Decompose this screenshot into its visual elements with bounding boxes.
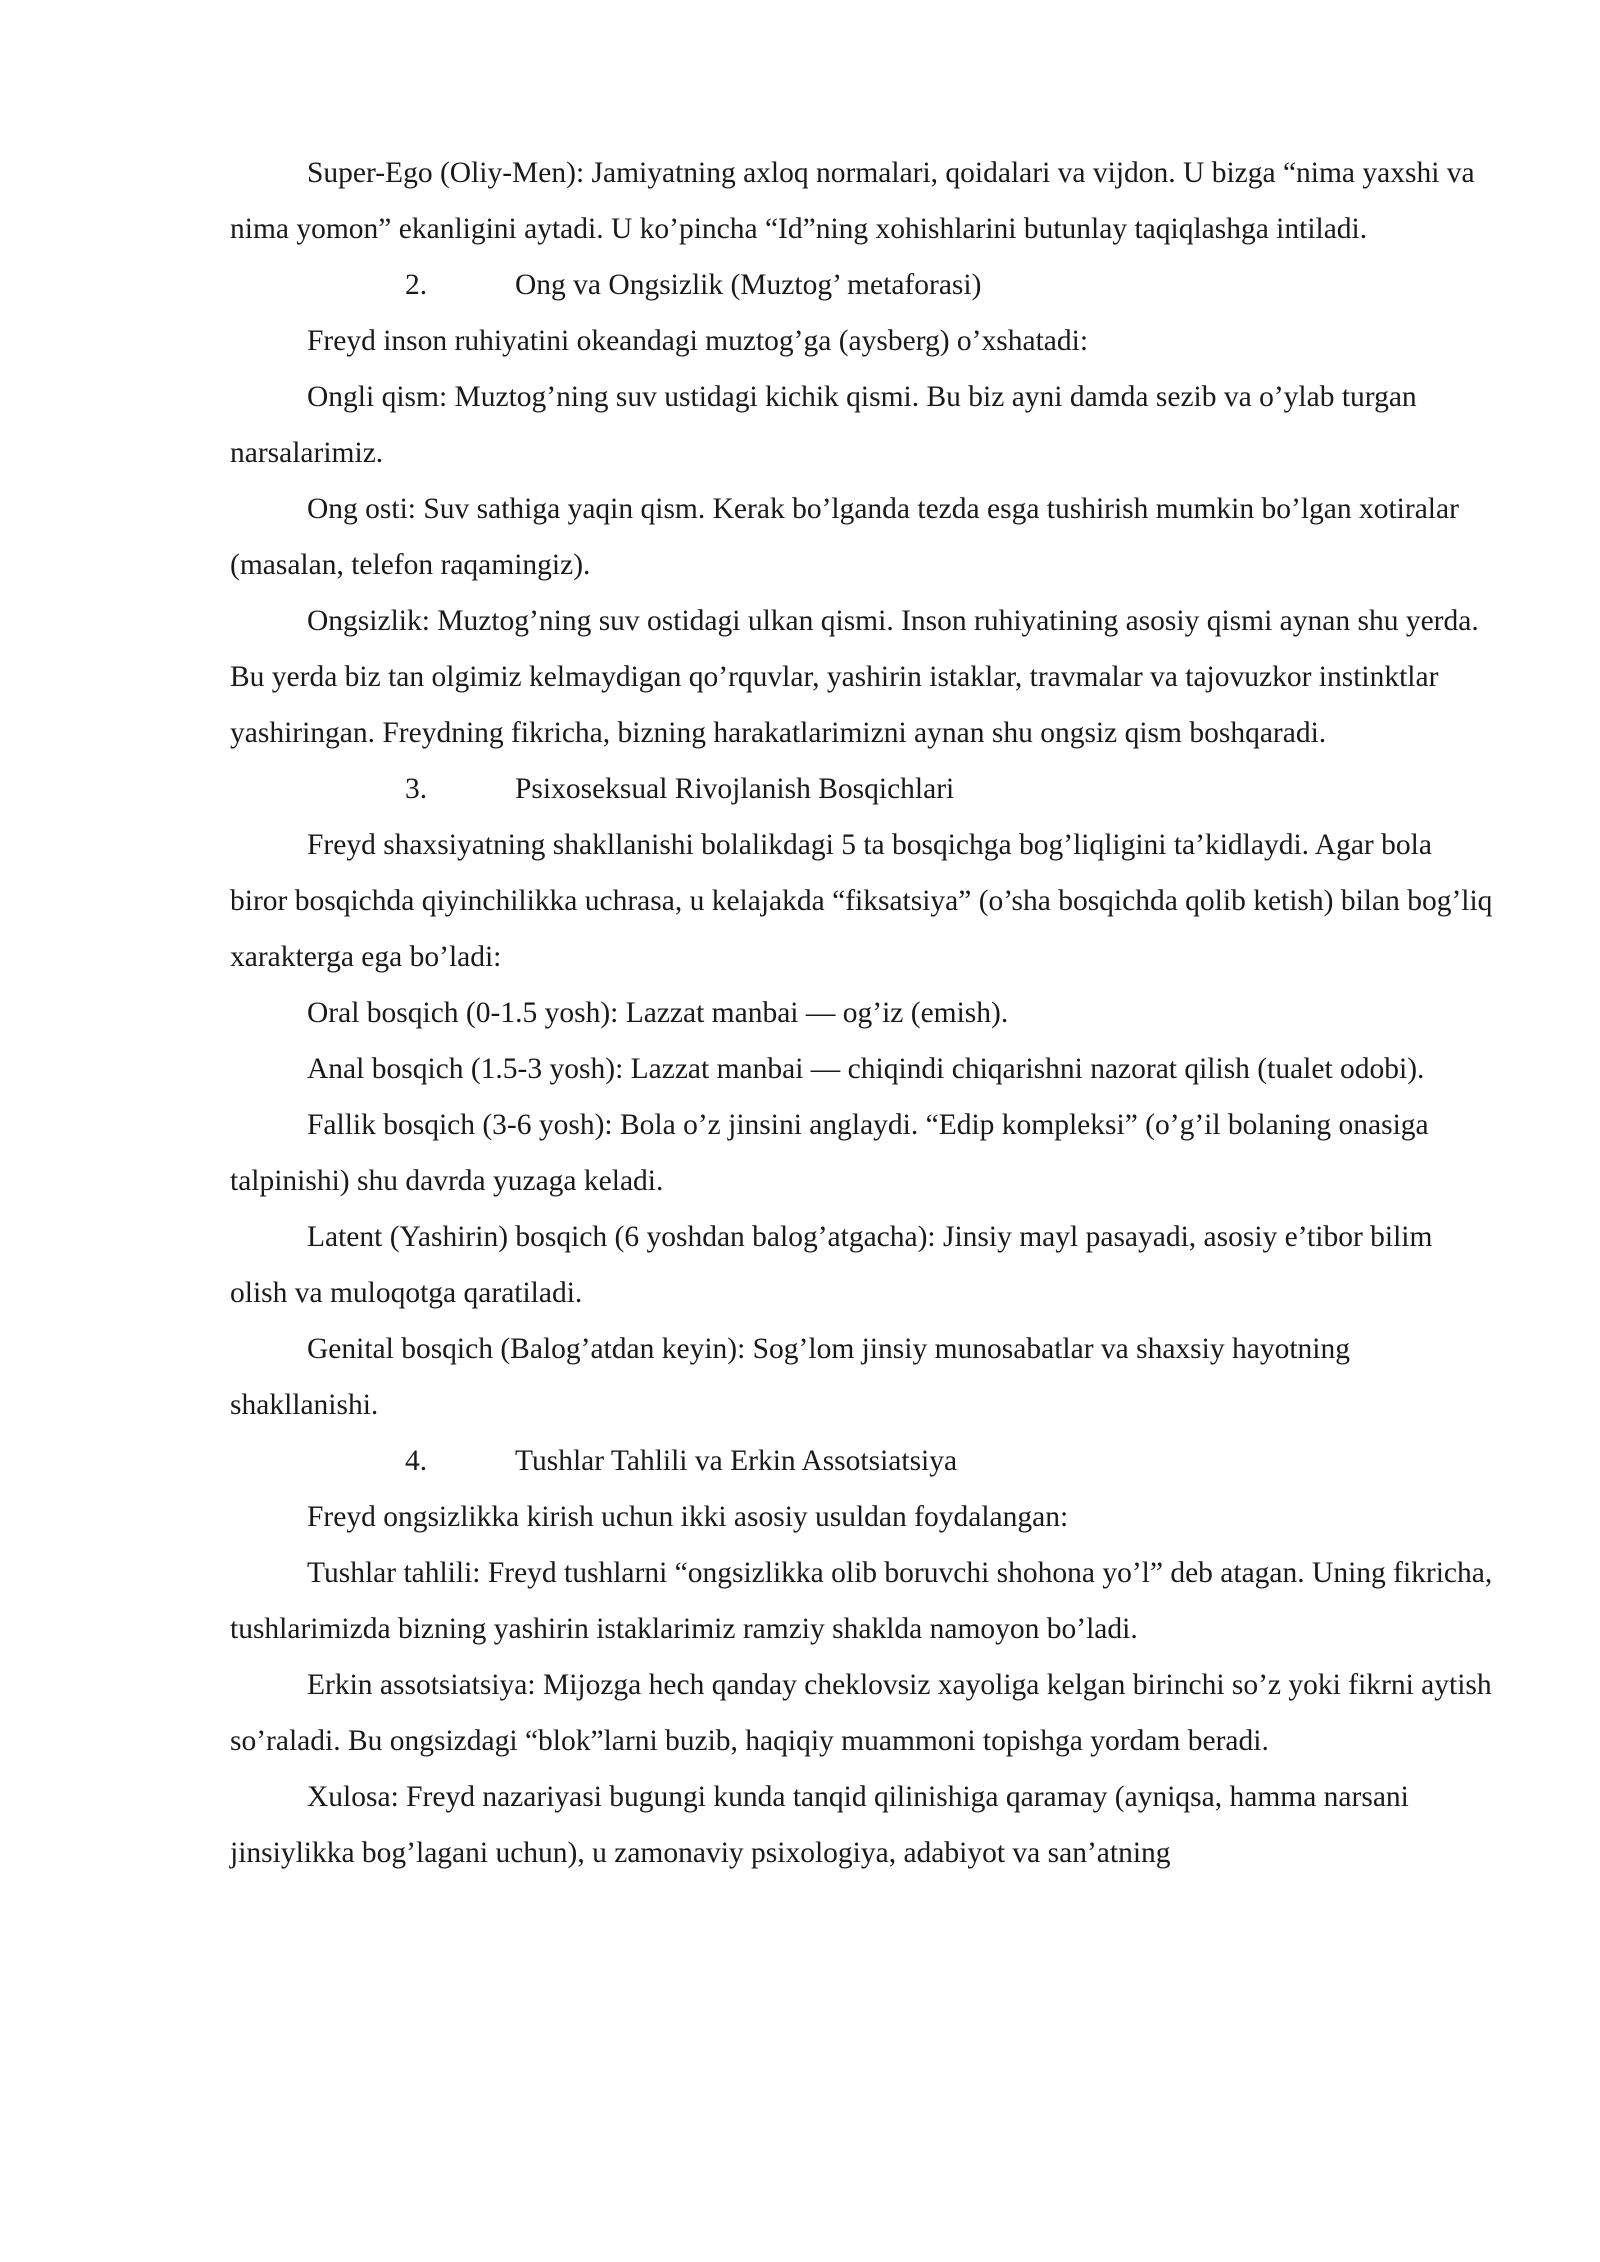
paragraph: Freyd shaxsiyatning shakllanishi bolalikdagi 5 ta bosqichga bog’liqligini ta’kidlaydi. Agar bola biror bosqichda qiyinchilikka uchrasa, u kelajakda “fiksatsiya” (o’sha bosqichda qolib ketish) bilan bog’liq xarakterga ega bo’ladi: — [230, 829, 1493, 973]
section-heading-2 — [230, 257, 1495, 313]
document-body — [230, 145, 1495, 1881]
paragraph: Freyd inson ruhiyatini okeandagi muztog’ga (aysberg) o’xshatadi: — [307, 325, 1089, 357]
section-title: Tushlar Tahlili va Erkin Assotsiatsiya — [515, 1445, 958, 1477]
paragraph: Anal bosqich (1.5-3 yosh): Lazzat manbai — chiqindi chiqarishni nazorat qilish (tualet odobi). — [307, 1053, 1425, 1085]
paragraph: Tushlar tahlili: Freyd tushlarni “ongsizlikka olib boruvchi shohona yo’l” deb atagan. Uning fikricha, tushlarimizda bizning yashirin istaklarimiz ramziy shaklda namoyon bo’ladi. — [230, 1557, 1493, 1645]
section-number: 4. — [405, 1445, 428, 1477]
paragraph: Latent (Yashirin) bosqich (6 yoshdan balog’atgacha): Jinsiy mayl pasayadi, asosiy e’tibor bilim olish va muloqotga qaratiladi. — [230, 1221, 1433, 1309]
section-title: Psixoseksual Rivojlanish Bosqichlari — [515, 773, 955, 805]
paragraph: Genital bosqich (Balog’atdan keyin): Sog’lom jinsiy munosabatlar va shaxsiy hayotning shakllanishi. — [230, 1333, 1350, 1421]
paragraph: Ong osti: Suv sathiga yaqin qism. Kerak bo’lganda tezda esga tushirish mumkin bo’lgan xotiralar (masalan, telefon raqamingiz). — [230, 493, 1459, 581]
paragraph: Fallik bosqich (3-6 yosh): Bola o’z jinsini anglaydi. “Edip kompleksi” (o’g’il bolaning onasiga talpinishi) shu davrda yuzaga keladi. — [230, 1109, 1429, 1197]
section-number: 2. — [405, 269, 428, 301]
paragraph: Erkin assotsiatsiya: Mijozga hech qanday cheklovsiz xayoliga kelgan birinchi so’z yoki fikrni aytish so’raladi. Bu ongsizdagi “blok”larni buzib, haqiqiy muammoni topishga yordam beradi. — [230, 1669, 1492, 1757]
section-number: 3. — [405, 773, 428, 805]
section-title: Ong va Ongsizlik (Muztog’ metaforasi) — [515, 269, 982, 301]
paragraph-conclusion: Xulosa: Freyd nazariyasi bugungi kunda tanqid qilinishiga qaramay (ayniqsa, hamma narsani jinsiylikka bog’lagani uchun), u zamonaviy psixologiya, adabiyot va san’atning — [230, 1781, 1409, 1869]
paragraph: Freyd ongsizlikka kirish uchun ikki asosiy usuldan foydalangan: — [307, 1501, 1069, 1533]
paragraph: Ongli qism: Muztog’ning suv ustidagi kichik qismi. Bu biz ayni damda sezib va o’ylab turgan narsalarimiz. — [230, 381, 1417, 469]
section-heading-3 — [230, 761, 1495, 817]
paragraph-super-ego: Super-Ego (Oliy-Men): Jamiyatning axloq normalari, qoidalari va vijdon. U bizga “nima yaxshi va nima yomon” ekanligini aytadi. U ko’pincha “Id”ning xohishlarini butunlay taqiqlashga intiladi. — [230, 157, 1475, 245]
section-heading-4 — [230, 1433, 1495, 1489]
paragraph: Ongsizlik: Muztog’ning suv ostidagi ulkan qismi. Inson ruhiyatining asosiy qismi aynan shu yerda. Bu yerda biz tan olgimiz kelmaydigan qo’rquvlar, yashirin istaklar, travmalar va tajovuzkor instinktlar yashiringan. Freydning fikricha, bizning harakatlarimizni aynan shu ongsiz qism boshqaradi. — [230, 605, 1479, 749]
paragraph: Oral bosqich (0-1.5 yosh): Lazzat manbai — og’iz (emish). — [307, 997, 1009, 1029]
